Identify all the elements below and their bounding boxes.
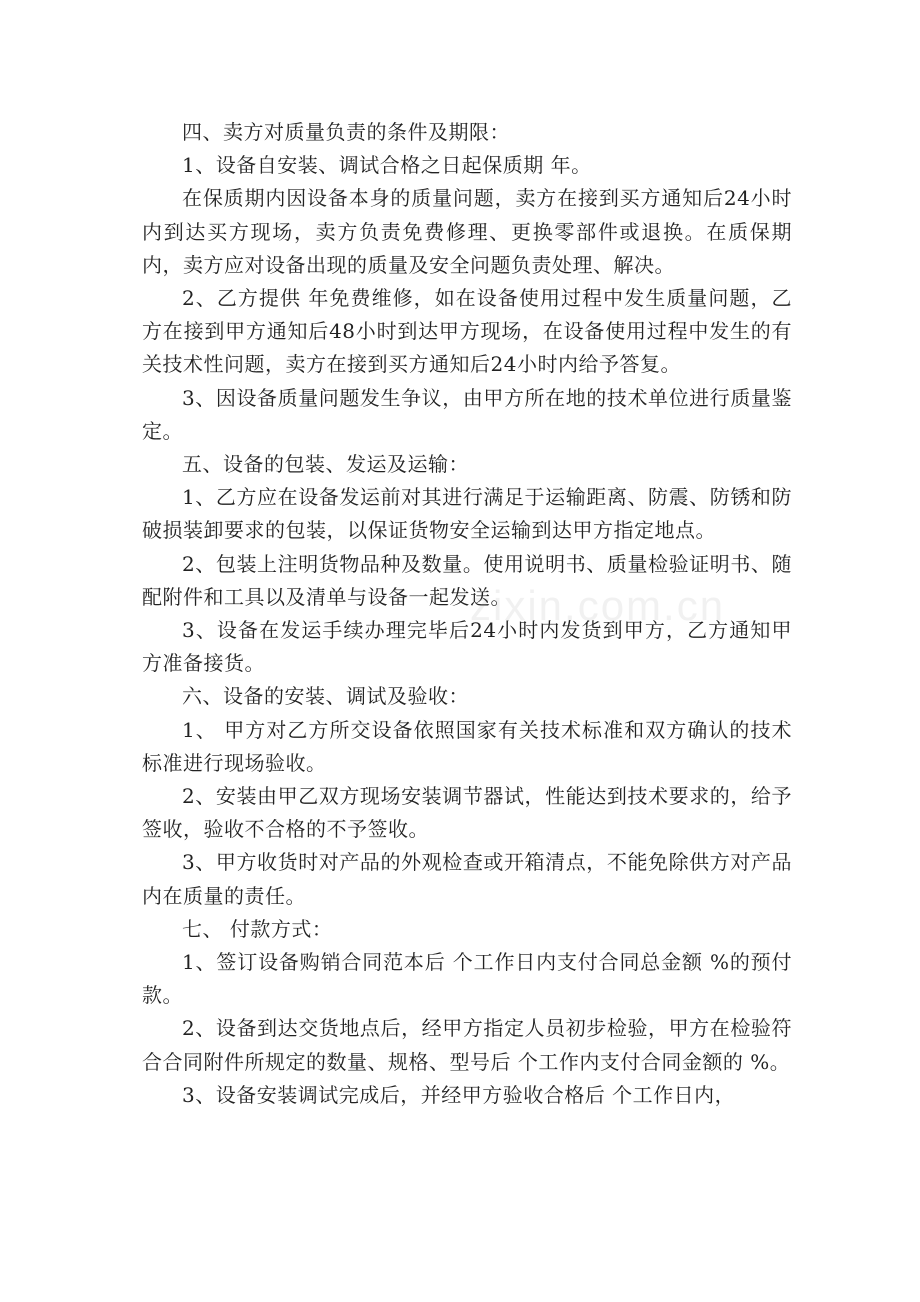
- section-heading-payment: 七、 付款方式：: [182, 916, 333, 941]
- paragraph: 1、 甲方对乙方所交设备依照国家有关技术标准和双方确认的技术标准进行现场验收。: [142, 717, 792, 775]
- section-heading-installation: 六、设备的安装、调试及验收：: [182, 684, 469, 709]
- paragraph: 2、包装上注明货物品种及数量。使用说明书、质量检验证明书、随配附件和工具以及清单与设备一起发送。: [142, 551, 792, 609]
- paragraph: 2、设备到达交货地点后，经甲方指定人员初步检验，甲方在检验符合合同附件所规定的数量、规格、型号后 个工作内支付合同金额的 %。: [142, 1016, 792, 1074]
- section-heading-quality: 四、卖方对质量负责的条件及期限：: [182, 120, 510, 144]
- document-body: [142, 116, 792, 1112]
- paragraph: 在保质期内因设备本身的质量问题，卖方在接到买方通知后24小时内到达买方现场，卖方负责免费修理、更换零部件或退换。在质保期内，卖方应对设备出现的质量及安全问题负责处理、解决。: [142, 186, 792, 277]
- paragraph: 1、乙方应在设备发运前对其进行满足于运输距离、防震、防锈和防破损装卸要求的包装，以保证货物安全运输到达甲方指定地点。: [142, 485, 792, 543]
- paragraph: 1、设备自安装、调试合格之日起保质期 年。: [182, 153, 592, 178]
- watermark-text: zixin.com.cn: [470, 582, 726, 629]
- paragraph: 2、乙方提供 年免费维修，如在设备使用过程中发生质量问题，乙方在接到甲方通知后48小时到达甲方现场，在设备使用过程中发生的有关技术性问题，卖方在接到买方通知后24小时内给予答复。: [142, 286, 792, 377]
- paragraph: 2、安装由甲乙双方现场安装调节器试，性能达到技术要求的，给予签收，验收不合格的不予签收。: [142, 784, 792, 842]
- paragraph: 3、设备在发运手续办理完毕后24小时内发货到甲方，乙方通知甲方准备接货。: [142, 618, 792, 676]
- section-heading-packaging: 五、设备的包装、发运及运输：: [182, 452, 469, 477]
- paragraph: 1、签订设备购销合同范本后 个工作日内支付合同总金额 %的预付款。: [142, 950, 792, 1008]
- paragraph: 3、甲方收货时对产品的外观检查或开箱清点，不能免除供方对产品内在质量的责任。: [142, 850, 792, 908]
- paragraph: 3、因设备质量问题发生争议，由甲方所在地的技术单位进行质量鉴定。: [142, 385, 792, 443]
- paragraph: 3、设备安装调试完成后，并经甲方验收合格后 个工作日内，: [182, 1082, 736, 1107]
